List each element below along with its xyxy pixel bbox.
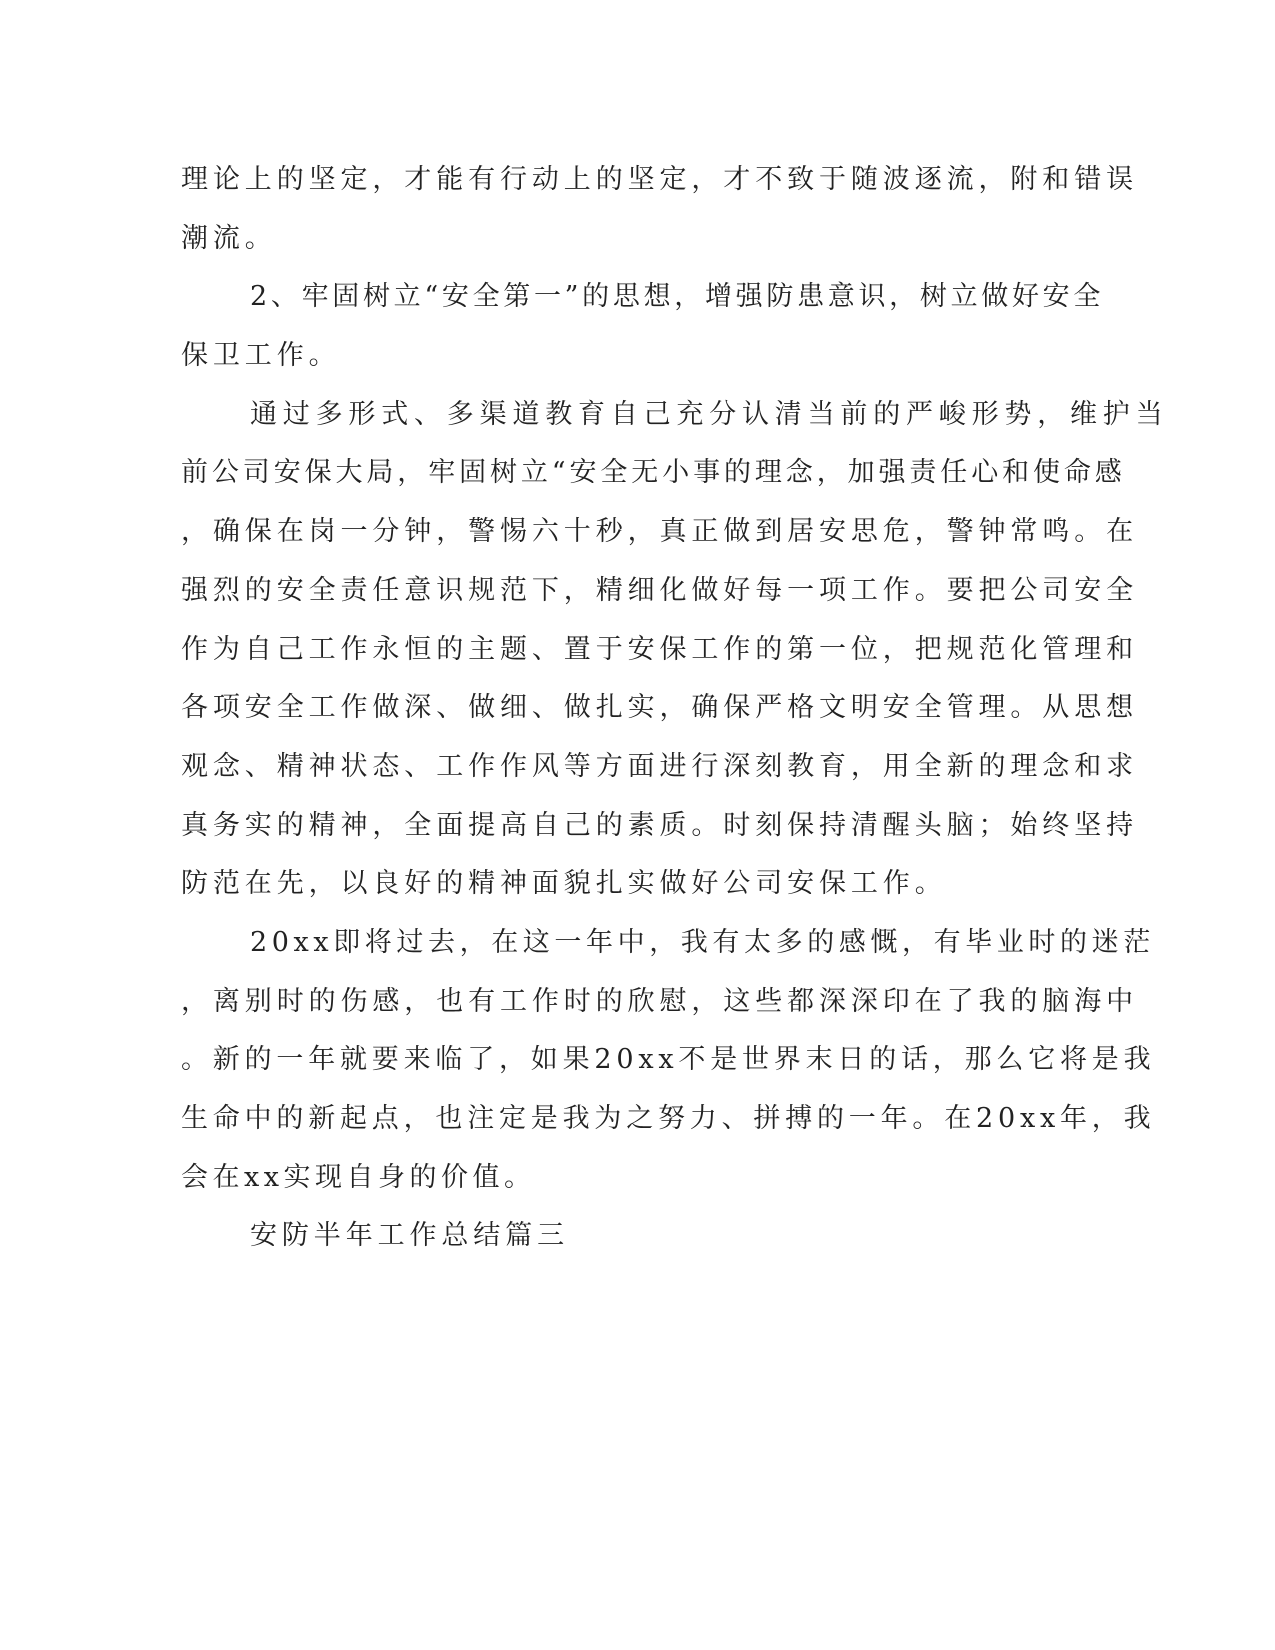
text-line: 作为自己工作永恒的主题、置于安保工作的第一位，把规范化管理和 bbox=[181, 634, 1138, 665]
text-line: 会在xx实现自身的价值。 bbox=[181, 1162, 536, 1193]
text-line: 强烈的安全责任意识规范下，精细化做好每一项工作。要把公司安全 bbox=[181, 575, 1138, 606]
section-heading: 安防半年工作总结篇三 bbox=[250, 1220, 569, 1251]
text-line: 前公司安保大局，牢固树立“安全无小事的理念，加强责任心和使命感 bbox=[181, 457, 1126, 488]
text-line: 20xx即将过去，在这一年中，我有太多的感慨，有毕业时的迷茫 bbox=[250, 927, 1155, 958]
text-line: 潮流。 bbox=[181, 223, 277, 254]
text-line: 2、牢固树立“安全第一”的思想，增强防患意识，树立做好安全 bbox=[250, 281, 1105, 312]
text-line: 。新的一年就要来临了，如果20xx不是世界末日的话，那么它将是我 bbox=[181, 1044, 1156, 1075]
text-line: 通过多形式、多渠道教育自己充分认清当前的严峻形势，维护当 bbox=[250, 399, 1169, 430]
text-line: 观念、精神状态、工作作风等方面进行深刻教育，用全新的理念和求 bbox=[181, 751, 1138, 782]
text-line: 理论上的坚定，才能有行动上的坚定，才不致于随波逐流，附和错误 bbox=[181, 164, 1138, 195]
text-line: 保卫工作。 bbox=[181, 340, 341, 371]
text-line: 生命中的新起点，也注定是我为之努力、拼搏的一年。在20xx年，我 bbox=[181, 1103, 1156, 1134]
text-line: 各项安全工作做深、做细、做扎实，确保严格文明安全管理。从思想 bbox=[181, 692, 1138, 723]
text-line: 真务实的精神，全面提高自己的素质。时刻保持清醒头脑；始终坚持 bbox=[181, 810, 1138, 841]
text-line: ，离别时的伤感，也有工作时的欣慰，这些都深深印在了我的脑海中 bbox=[181, 986, 1138, 1017]
text-line: 防范在先，以良好的精神面貌扎实做好公司安保工作。 bbox=[181, 868, 947, 899]
text-line: ，确保在岗一分钟，警惕六十秒，真正做到居安思危，警钟常鸣。在 bbox=[181, 516, 1138, 547]
